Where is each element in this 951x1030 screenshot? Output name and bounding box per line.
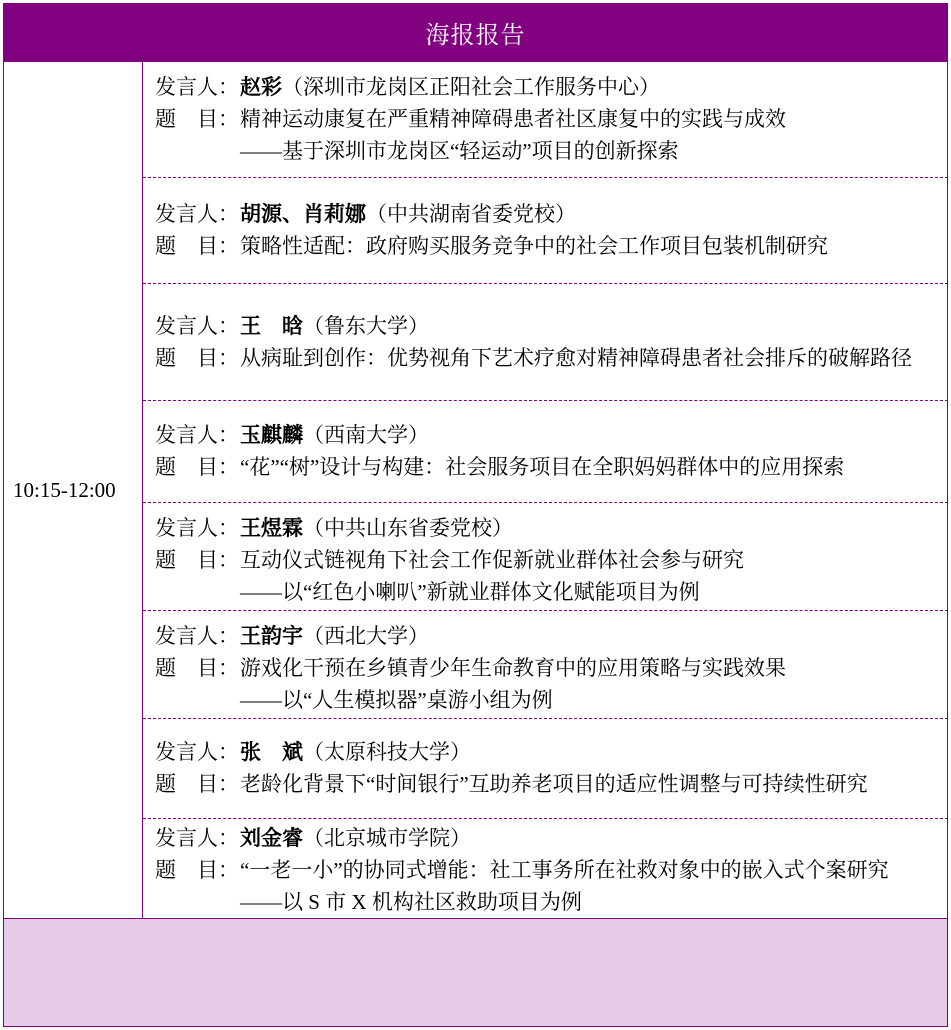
speaker-line bbox=[155, 419, 948, 451]
topic-line bbox=[155, 768, 948, 800]
speaker-line bbox=[155, 310, 948, 342]
speaker-label: 发言人： bbox=[155, 75, 239, 99]
topic-title: 游戏化干预在乡镇青少年生命教育中的应用策略与实践效果 bbox=[240, 656, 786, 680]
speaker-label: 发言人： bbox=[155, 740, 239, 764]
topic-title: 互动仪式链视角下社会工作促新就业群体社会参与研究 bbox=[240, 548, 744, 572]
speaker-entry bbox=[143, 284, 948, 401]
topic-label: 题 目： bbox=[155, 858, 239, 882]
topic-title: 从病耻到创作：优势视角下艺术疗愈对精神障碍患者社会排斥的破解路径 bbox=[240, 346, 912, 370]
speaker-affiliation: （太原科技大学） bbox=[303, 740, 471, 764]
speaker-entry bbox=[143, 178, 948, 284]
speaker-affiliation: （西南大学） bbox=[303, 423, 429, 447]
speaker-line bbox=[155, 822, 948, 854]
speaker-line bbox=[155, 198, 948, 230]
topic-subtitle: ——以 S 市 X 机构社区救助项目为例 bbox=[240, 890, 582, 914]
topic-subtitle: ——以“人生模拟器”桌游小组为例 bbox=[240, 688, 553, 712]
topic-line bbox=[155, 230, 948, 262]
speaker-entry bbox=[143, 62, 948, 178]
topic-title: “花”“树”设计与构建：社会服务项目在全职妈妈群体中的应用探索 bbox=[240, 455, 845, 479]
topic-title: “一老一小”的协同式增能：社工事务所在社救对象中的嵌入式个案研究 bbox=[240, 858, 889, 882]
speaker-affiliation: （北京城市学院） bbox=[303, 826, 471, 850]
speaker-line bbox=[155, 512, 948, 544]
time-column bbox=[3, 62, 143, 918]
topic-label: 题 目： bbox=[155, 772, 239, 796]
section-header bbox=[3, 3, 948, 62]
speaker-entry bbox=[143, 503, 948, 611]
topic-title: 老龄化背景下“时间银行”互助养老项目的适应性调整与可持续性研究 bbox=[240, 772, 868, 796]
topic-label: 题 目： bbox=[155, 346, 239, 370]
speaker-line bbox=[155, 620, 948, 652]
topic-label: 题 目： bbox=[155, 234, 239, 258]
speaker-label: 发言人： bbox=[155, 314, 239, 338]
topic-subtitle-line bbox=[155, 576, 948, 608]
footer-band bbox=[3, 918, 948, 1027]
topic-label: 题 目： bbox=[155, 107, 239, 131]
speaker-line bbox=[155, 71, 948, 103]
speaker-affiliation: （西北大学） bbox=[303, 624, 429, 648]
speaker-name: 赵彩 bbox=[240, 75, 282, 99]
speaker-affiliation: （中共山东省委党校） bbox=[303, 516, 513, 540]
speaker-label: 发言人： bbox=[155, 516, 239, 540]
topic-label: 题 目： bbox=[155, 455, 239, 479]
topic-line bbox=[155, 652, 948, 684]
topic-label: 题 目： bbox=[155, 656, 239, 680]
speaker-label: 发言人： bbox=[155, 202, 239, 226]
speaker-name: 玉麒麟 bbox=[240, 423, 303, 447]
speaker-entry bbox=[143, 819, 948, 918]
topic-subtitle: ——以“红色小喇叭”新就业群体文化赋能项目为例 bbox=[240, 580, 700, 604]
speaker-line bbox=[155, 736, 948, 768]
topic-line bbox=[155, 451, 948, 483]
speaker-label: 发言人： bbox=[155, 826, 239, 850]
speaker-entry bbox=[143, 401, 948, 503]
speaker-name: 刘金睿 bbox=[240, 826, 303, 850]
entries-column bbox=[143, 62, 948, 918]
speaker-name: 王 晗 bbox=[240, 314, 303, 338]
speaker-entry bbox=[143, 719, 948, 819]
speaker-label: 发言人： bbox=[155, 624, 239, 648]
speaker-affiliation: （中共湖南省委党校） bbox=[366, 202, 576, 226]
section-title: 海报报告 bbox=[425, 22, 526, 49]
topic-subtitle-line bbox=[155, 886, 948, 918]
topic-line bbox=[155, 854, 948, 886]
speaker-affiliation: （鲁东大学） bbox=[303, 314, 429, 338]
topic-title: 策略性适配：政府购买服务竞争中的社会工作项目包装机制研究 bbox=[240, 234, 828, 258]
topic-subtitle-line bbox=[155, 684, 948, 716]
topic-title: 精神运动康复在严重精神障碍患者社区康复中的实践与成效 bbox=[240, 107, 786, 131]
speaker-entry bbox=[143, 611, 948, 719]
speaker-name: 王煜霖 bbox=[240, 516, 303, 540]
speaker-label: 发言人： bbox=[155, 423, 239, 447]
topic-line bbox=[155, 342, 948, 374]
topic-subtitle-line bbox=[155, 135, 948, 167]
session-time: 10:15-12:00 bbox=[13, 477, 116, 502]
topic-line bbox=[155, 544, 948, 576]
topic-subtitle: ——基于深圳市龙岗区“轻运动”项目的创新探索 bbox=[240, 139, 679, 163]
speaker-affiliation: （深圳市龙岗区正阳社会工作服务中心） bbox=[282, 75, 660, 99]
topic-line bbox=[155, 103, 948, 135]
topic-label: 题 目： bbox=[155, 548, 239, 572]
speaker-name: 王韵宇 bbox=[240, 624, 303, 648]
speaker-name: 胡源、肖莉娜 bbox=[240, 202, 366, 226]
speaker-name: 张 斌 bbox=[240, 740, 303, 764]
